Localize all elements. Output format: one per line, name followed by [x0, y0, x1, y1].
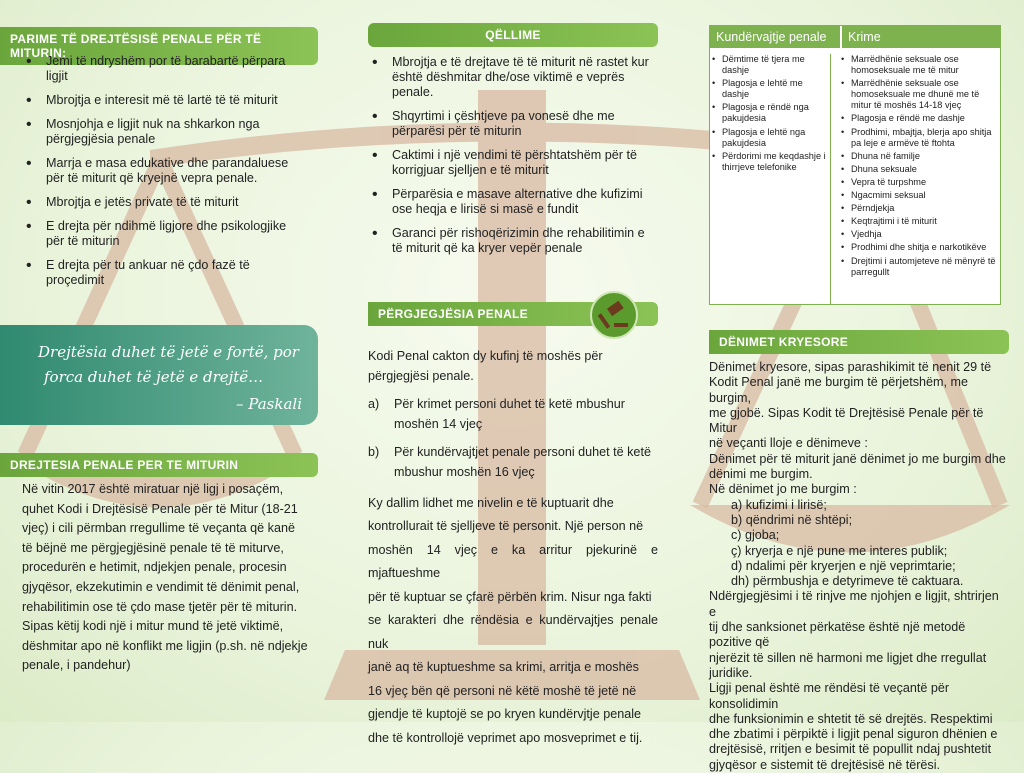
paragraph-line: penale, i pandehur): [22, 658, 131, 673]
responsibility-paragraph: [368, 492, 658, 751]
paragraph-line: 16 vjeç bën që personi në këtë moshë të jetë në: [368, 683, 637, 698]
age-rule-label: a): [368, 397, 380, 412]
paragraph-line: Dënimet kryesore, sipas parashikimit të nenit 29 të: [709, 360, 992, 374]
paragraph-line: dënimi me burgim.: [709, 467, 813, 482]
gavel-icon: [590, 291, 638, 339]
paragraph-line: njerëzit të sillen në harmoni me ligjet dhe rregullat juridike.: [709, 650, 987, 680]
list-item: • Caktimi i një vendimi të përshtatshëm për të korrigjuar sjelljen e të miturit: [368, 148, 656, 178]
list-item: • Përndjekja: [839, 203, 996, 214]
paragraph-line: gjendje të kuptojë se po kryen kundërvjtje penale: [368, 707, 642, 722]
paragraph-line: në veçanti lloje e dënimeve :: [709, 436, 868, 451]
paragraph-line: Ndërgjegjësimi i të rinjve me njohjen e ligjit, shtrirjen e: [709, 589, 999, 619]
paragraph-line: Në vitin 2017 është miratuar një ligj i posaçëm,: [22, 482, 284, 496]
list-item: • Dhuna në familje: [839, 151, 996, 162]
punishments-heading: DËNIMET KRYESORE: [709, 330, 1009, 354]
paragraph-line: të bëjnë me përgjegjësinë penale të të miturve,: [22, 540, 284, 555]
responsibility-body: [368, 347, 658, 750]
list-item: • Marrëdhënie seksuale ose homoseksuale me dhunë me të mitur të moshës 14-18 vjeç: [839, 78, 996, 111]
rights-list: [22, 54, 302, 297]
age-rule-b: [368, 443, 658, 482]
list-item: c) gjoba;: [731, 528, 780, 543]
list-item: • Marrja e masa edukative dhe parandaluese për të miturit që kryejnë vepra penale.: [22, 156, 302, 186]
list-item: • Përdorimi me keqdashje i thirrjeve telefonike: [710, 151, 826, 173]
paragraph-line: me gjobë. Sipas Kodit të Drejtësisë Penale për të Mitur: [709, 405, 984, 436]
offenses-list: [710, 54, 831, 304]
table-body: [710, 48, 1000, 304]
list-item: • Mbrojtja e jetës private të të miturit: [22, 195, 302, 210]
list-item: • Prodhimi dhe shitja e narkotikëve: [839, 242, 996, 253]
list-item: • Plagosja e rëndë me dashje: [839, 113, 996, 124]
list-item: a) kufizimi i lirisë;: [731, 497, 827, 512]
list-item: • Vepra të turpshme: [839, 177, 996, 188]
list-item: • Përparësia e masave alternative dhe kufizimi ose heqja e lirisë si masë e fundit: [368, 187, 656, 217]
paragraph-line: quhet Kodi i Drejtësisë Penale për të Mitur (18-21: [22, 501, 298, 516]
paragraph-line: gjyqësor, ekzekutimin e vendimit të dënimit penal,: [22, 579, 300, 594]
quote-box: [0, 325, 318, 425]
paragraph-line: dhe të kontrollojë veprimet apo mosveprimet e tij.: [368, 730, 643, 745]
list-item: d) ndalimi për kryerjen e një veprimtarie;: [731, 558, 956, 573]
list-item: • Dhuna seksuale: [839, 164, 996, 175]
list-item: ç) kryerja e një pune me interes publik;: [731, 543, 948, 558]
quote-author: – Paskali: [236, 395, 302, 413]
punishments-list: [709, 498, 1009, 590]
age-rule-a: [368, 395, 658, 434]
paragraph-line: Dënimet për të miturit janë dënimet jo me burgim dhe: [709, 451, 1006, 466]
list-item: • Plagosja e lehtë me dashje: [710, 78, 826, 100]
table-header-offenses: Kundërvajtje penale: [710, 26, 842, 48]
paragraph-line: përgjegjësi penale.: [368, 368, 474, 383]
age-rule-label: b): [368, 445, 380, 460]
list-item: • Mosnjohja e ligjit nuk na shkarkon nga përgjegjësia penale: [22, 117, 302, 147]
paragraph-line: për të kuptuar se çfarë përbën krim. Nisur nga fakti: [368, 589, 652, 604]
justice-heading: DREJTESIA PENALE PER TE MITURIN: [0, 453, 318, 477]
paragraph-line: Për krimet personi duhet të ketë mbushur: [394, 397, 625, 412]
goals-section: [368, 23, 658, 47]
goals-list: [368, 55, 656, 265]
list-item: • Ngacmimi seksual: [839, 190, 996, 201]
list-item: • Vjedhja: [839, 229, 996, 240]
list-item: • E drejta për tu ankuar në çdo fazë të proçedimit: [22, 258, 302, 288]
list-item: • Drejtimi i automjeteve në mënyrë të parregullt: [839, 256, 996, 278]
justice-section: [0, 453, 318, 477]
paragraph-line: gjyqësor e sistemit të drejtësisë në tërësi.: [709, 757, 940, 772]
list-item: • Marrëdhënie seksuale ose homoseksuale me të mitur: [839, 54, 996, 76]
responsibility-heading: PËRGJEGJËSIA PENALE: [368, 302, 658, 326]
justice-paragraph: [22, 480, 318, 676]
paragraph-line: Kodit Penal janë me burgim të përjetshëm, me burgim,: [709, 375, 969, 405]
paragraph-line: Ligji penal është me rëndësi të veçantë për konsolidimin: [709, 681, 950, 711]
quote-line-1: Drejtësia duhet të jetë e fortë, por: [38, 343, 299, 361]
paragraph-line: vjeç) i cili përmban rregullime të veçanta që kanë: [22, 521, 295, 536]
list-item: • Dëmtime të tjera me dashje: [710, 54, 826, 76]
list-item: b) qëndrimi në shtëpi;: [731, 512, 853, 527]
paragraph-line: procedurën e hetimit, ndjekjen penale, procesin: [22, 560, 287, 575]
list-item: • Plagosja e lehtë nga pakujdesia: [710, 127, 826, 149]
table-header-row: [710, 26, 1000, 48]
list-item: • Mbrojtja e interesit më të lartë të të miturit: [22, 93, 302, 108]
goals-heading: QËLLIME: [368, 23, 658, 47]
paragraph-line: mbushur moshën 16 vjeç: [394, 464, 535, 479]
crimes-list: [831, 54, 1000, 304]
list-item: dh) përmbushja e detyrimeve të caktuara.: [731, 574, 964, 589]
paragraph-line: Për kundërvajtjet penale personi duhet të ketë: [394, 445, 651, 460]
paragraph-line: dëshmitar apo në konflikt me ligjin (p.sh. në ndjekje: [22, 638, 308, 653]
paragraph-line: Sipas këtij kodi një i mitur mund të jetë viktimë,: [22, 619, 284, 634]
paragraph-line: kontrollurait të sjelljeve të personit. Një person në: [368, 519, 644, 534]
list-item: • Plagosja e rëndë nga pakujdesia: [710, 102, 826, 124]
list-item: • Keqtrajtimi i të miturit: [839, 216, 996, 227]
paragraph-line: rehabilitimin ose të çdo mase tjetër për të miturin.: [22, 599, 298, 614]
table-header-crimes: Krime: [842, 26, 1000, 48]
list-item: • Prodhimi, mbajtja, blerja apo shitja pa leje e armëve të ftohta: [839, 127, 996, 149]
punishments-section: [709, 330, 1009, 354]
paragraph-line: moshën 14 vjeç e ka arritur pjekurinë e mjaftueshme: [368, 542, 658, 581]
paragraph-line: dhe funksionimin e shtetit të së drejtës. Respektimi: [709, 711, 993, 726]
list-item: • Jemi të ndryshëm por të barabartë përpara ligjit: [22, 54, 302, 84]
paragraph-line: se karakteri dhe rëndësia e kundërvajtjes penale nuk: [368, 613, 658, 651]
paragraph-line: moshën 14 vjeç: [394, 416, 483, 431]
paragraph-line: Ky dallim lidhet me nivelin e të kuptuarit dhe: [368, 495, 614, 510]
list-item: • Shqyrtimi i çështjeve pa vonesë dhe me përparësi për të miturin: [368, 109, 656, 139]
list-item: • Mbrojtja e të drejtave të të miturit në rastet kur është dëshmitar dhe/ose viktimë e veprës penale.: [368, 55, 656, 100]
paragraph-line: janë aq të kuptueshme sa krimi, arritja e moshës: [368, 660, 639, 675]
paragraph-line: Kodi Penal cakton dy kufinj të moshës për: [368, 349, 603, 363]
paragraph-line: tij dhe sanksionet përkatëse është një metodë pozitive që: [709, 620, 966, 650]
list-item: • Garanci për rishoqërizimin dhe rehabilitimin e të miturit që ka kryer vepër penale: [368, 226, 656, 256]
paragraph-line: Në dënimet jo me burgim :: [709, 482, 857, 497]
offenses-table: [709, 25, 1001, 305]
age-rule-text: [394, 395, 625, 434]
paragraph-line: drejtësisë, rritjen e besimit të popullit ndaj pushtetit: [709, 742, 992, 757]
list-item: • E drejta për ndihmë ligjore dhe psikologjike për të miturin: [22, 219, 302, 249]
age-rule-text: [394, 443, 651, 482]
punishments-body: [709, 360, 1009, 773]
paragraph-line: dhe zbatimi i përpiktë i ligjit penal siguron dhënien e: [709, 727, 998, 742]
rights-heading: PARIME TË DREJTËSISË PENALE PËR TË MITURIN:: [0, 27, 318, 65]
quote-line-2: forca duhet të jetë e drejtë…: [44, 368, 264, 386]
